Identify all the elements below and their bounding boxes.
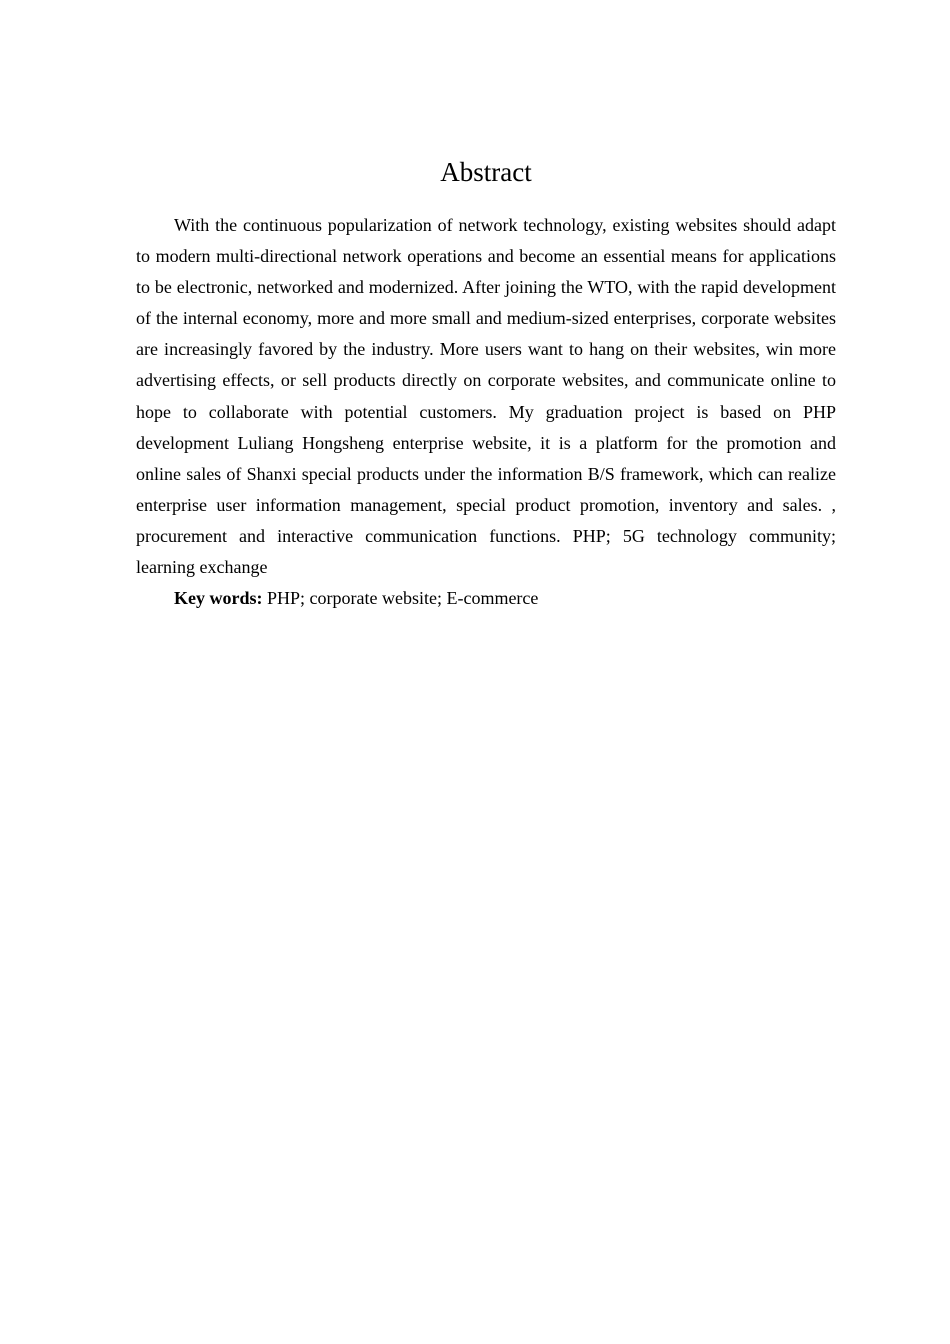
page-title: Abstract (440, 157, 532, 187)
keywords-label: Key words: (174, 588, 263, 609)
keywords-value: PHP; corporate website; E-commerce (267, 588, 539, 609)
abstract-body (136, 210, 836, 614)
abstract-paragraph: With the continuous popularization of network technology, existing websites should adapt to modern multi-directional network operations and become an essential means for applications to be electronic, networked and modernized. After joining the WTO, with the rapid development of the internal economy, more and more small and medium-sized enterprises, corporate websites are increasingly favored by the industry. More users want to hang on their websites, win more advertising effects, or sell products directly on corporate websites, and communicate online to hope to collaborate with potential customers. My graduation project is based on PHP development Luliang Hongsheng enterprise website, it is a platform for the promotion and online sales of Shanxi special products under the information B/S framework, which can realize enterprise user information management, special product promotion, inventory and sales. , procurement and interactive communication functions. PHP; 5G technology community; learning exchange (136, 215, 836, 578)
keywords-line (136, 583, 836, 614)
